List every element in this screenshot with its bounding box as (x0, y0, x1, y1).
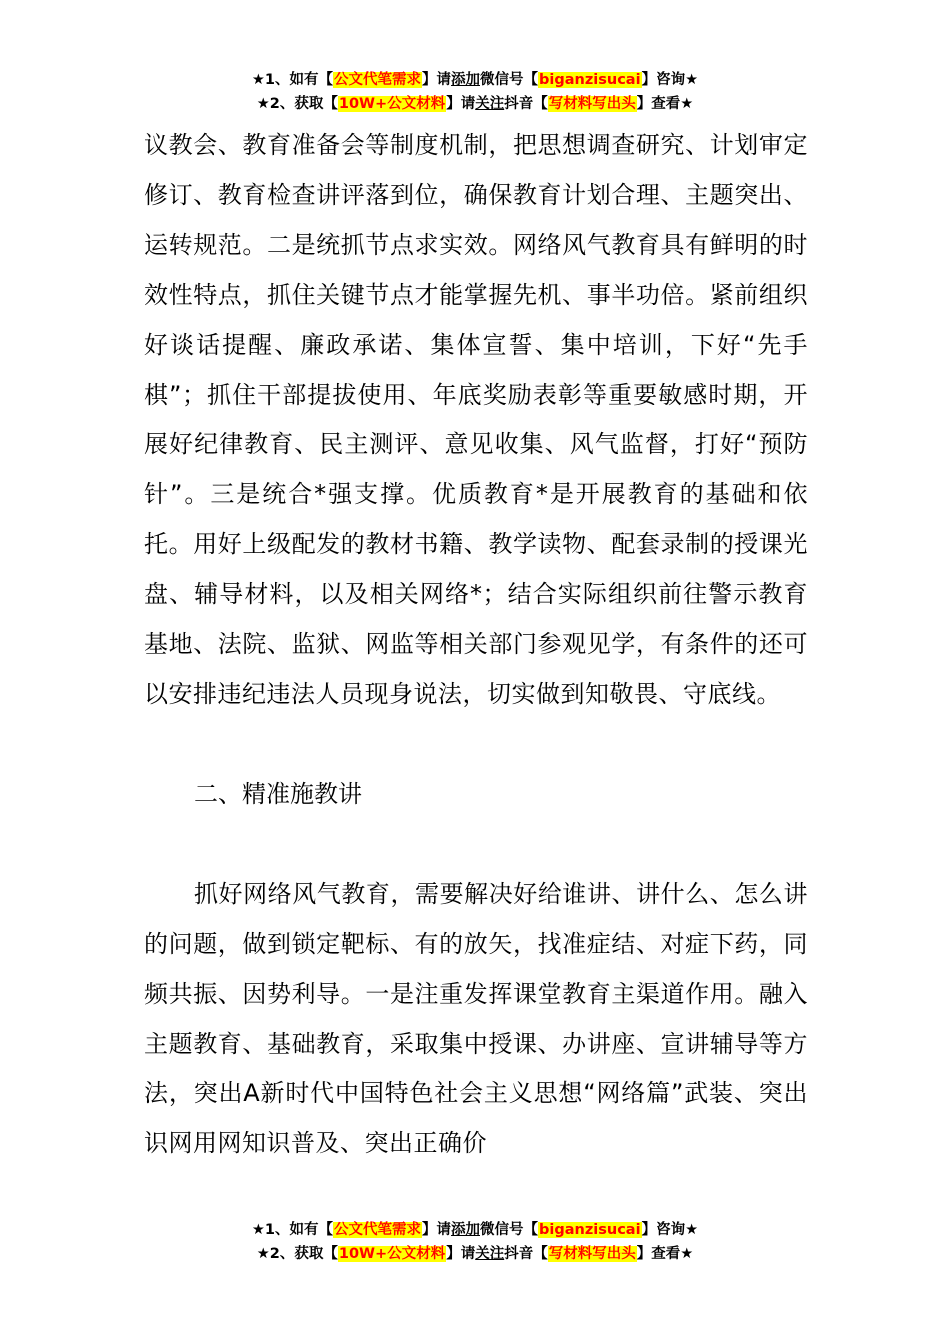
document-body (144, 121, 808, 1169)
banner-highlight-wechat-id: biganzisucai (539, 72, 641, 88)
banner-highlight-service: 公文代笔需求 (334, 1222, 422, 1238)
section-heading: 二、精准施教讲 (194, 779, 362, 808)
paragraph-spacer (144, 720, 808, 770)
banner-line-1: ★1、如有【公文代笔需求】请添加微信号【biganzisucai】咨询★ (251, 1222, 699, 1238)
footer-banner (0, 1218, 950, 1266)
banner-line-2: ★2、获取【10W+公文材料】请关注抖音【写材料写出头】查看★ (256, 1246, 694, 1262)
banner-highlight-wechat-id: biganzisucai (539, 1222, 641, 1238)
header-banner (0, 68, 950, 116)
body-paragraph-2: 抓好网络风气教育，需要解决好给谁讲、讲什么、怎么讲的问题，做到锁定靶标、有的放矢，找准症结、对症下药，同频共振、因势利导。一是注重发挥课堂教育主渠道作用。融入主题教育、基础教育，采取集中授课、办讲座、宣讲辅导等方法，突出A新时代中国特色社会主义思想“网络篇”武装、突出识网用网知识普及、突出正确价 (144, 879, 808, 1158)
banner-line-1: ★1、如有【公文代笔需求】请添加微信号【biganzisucai】咨询★ (251, 72, 699, 88)
banner-highlight-materials: 10W+公文材料 (338, 1246, 446, 1262)
body-paragraph-1: 议教会、教育准备会等制度机制，把思想调查研究、计划审定修订、教育检查讲评落到位，确保教育计划合理、主题突出、运转规范。二是统抓节点求实效。网络风气教育具有鲜明的时效性特点，抓住关键节点才能掌握先机、事半功倍。紧前组织好谈话提醒、廉政承诺、集体宣誓、集中培训，下好“先手棋”；抓住干部提拔使用、年底奖励表彰等重要敏感时期，开展好纪律教育、民主测评、意见收集、风气监督，打好“预防针”。三是统合*强支撑。优质教育*是开展教育的基础和依托。用好上级配发的教材书籍、教学读物、配套录制的授课光盘、辅导材料，以及相关网络*；结合实际组织前往警示教育基地、法院、监狱、网监等相关部门参观见学，有条件的还可以安排违纪违法人员现身说法，切实做到知敬畏、守底线。 (144, 131, 808, 708)
banner-highlight-service: 公文代笔需求 (334, 72, 422, 88)
banner-line-2: ★2、获取【10W+公文材料】请关注抖音【写材料写出头】查看★ (256, 96, 694, 112)
banner-highlight-materials: 10W+公文材料 (338, 96, 446, 112)
banner-highlight-douyin: 写材料写出头 (548, 1246, 636, 1262)
banner-highlight-douyin: 写材料写出头 (548, 96, 636, 112)
paragraph-spacer (144, 820, 808, 870)
